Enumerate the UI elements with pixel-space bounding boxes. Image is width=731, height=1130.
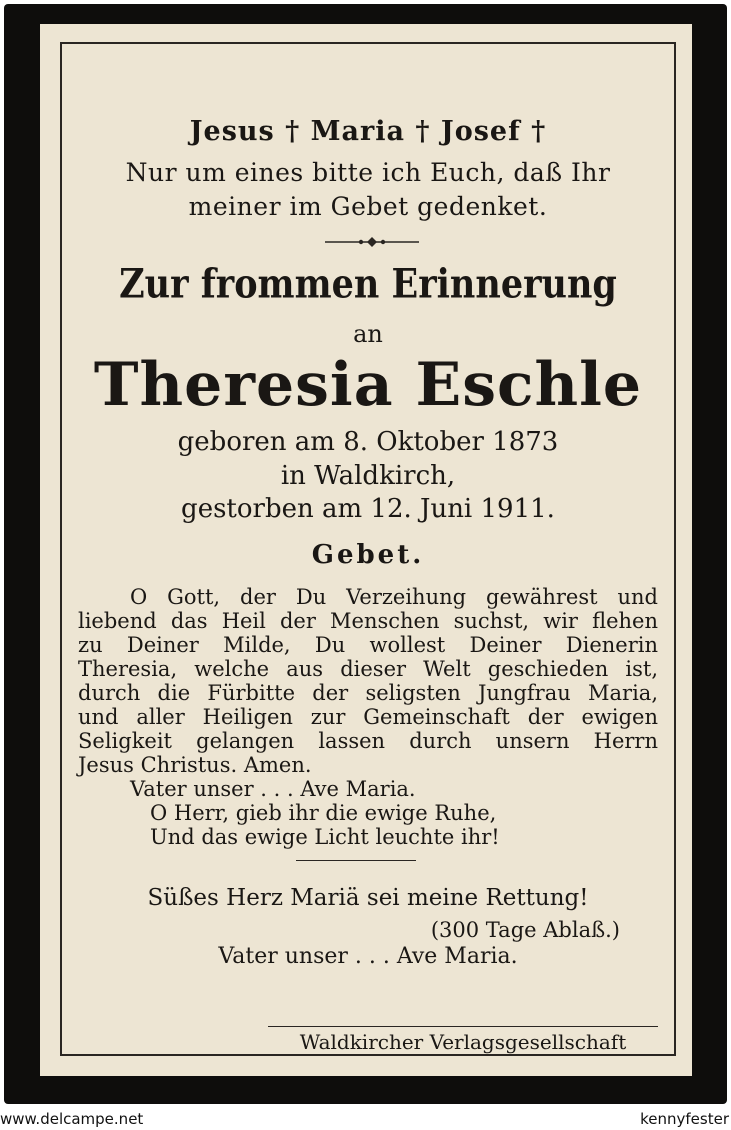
watermark-right: kennyfester xyxy=(640,1110,729,1128)
prayer-title: Gebet. xyxy=(311,540,425,570)
remembrance-title: Zur frommen Erinnerung xyxy=(119,260,617,309)
watermark-left: www.delcampe.net xyxy=(0,1110,144,1128)
prayer-line: O Gott, der Du Verzeihung gewährest und xyxy=(130,585,658,609)
divider-rule xyxy=(296,860,416,861)
birth-place: in Waldkirch, xyxy=(280,461,456,491)
closing-prayer-line: Vater unser . . . Ave Maria. xyxy=(218,944,518,969)
indulgence-note: (300 Tage Ablaß.) xyxy=(430,918,620,942)
publisher-rule xyxy=(268,1026,658,1027)
requiem-line-2: Und das ewige Licht leuchte ihr! xyxy=(150,825,500,849)
sacred-heart-invocation: Süßes Herz Mariä sei meine Rettung! xyxy=(147,885,589,911)
prayer-line: Theresia, welche aus dieser Welt geschieden ist, xyxy=(78,657,658,681)
prayer-line: und aller Heiligen zur Gemeinschaft der ewigen xyxy=(78,705,658,729)
prayer-line: Seligkeit gelangen lassen durch unsern Herrn xyxy=(78,729,658,753)
prayer-line: Jesus Christus. Amen. xyxy=(78,753,312,777)
deceased-name: Theresia Eschle xyxy=(93,350,643,420)
publisher-imprint: Waldkircher Verlagsgesellschaft xyxy=(299,1030,627,1054)
prayer-line: liebend das Heil der Menschen suchst, wir flehen xyxy=(78,609,658,633)
prayer-line: durch die Fürbitte der seligsten Jungfrau Maria, xyxy=(78,681,658,705)
preposition: an xyxy=(353,320,383,348)
plea-line-2: meiner im Gebet gedenket. xyxy=(188,192,548,221)
plea-line-1: Nur um eines bitte ich Euch, daß Ihr xyxy=(125,158,611,187)
vater-unser-line: Vater unser . . . Ave Maria. xyxy=(130,777,416,801)
holy-family-heading: Jesus † Maria † Josef † xyxy=(189,116,547,147)
prayer-line: zu Deiner Milde, Du wollest Deiner Dienerin xyxy=(78,633,658,657)
requiem-line-1: O Herr, gieb ihr die ewige Ruhe, xyxy=(150,801,497,825)
birth-date: geboren am 8. Oktober 1873 xyxy=(177,427,559,457)
death-date: gestorben am 12. Juni 1911. xyxy=(181,494,555,524)
ornament-divider xyxy=(325,235,419,249)
